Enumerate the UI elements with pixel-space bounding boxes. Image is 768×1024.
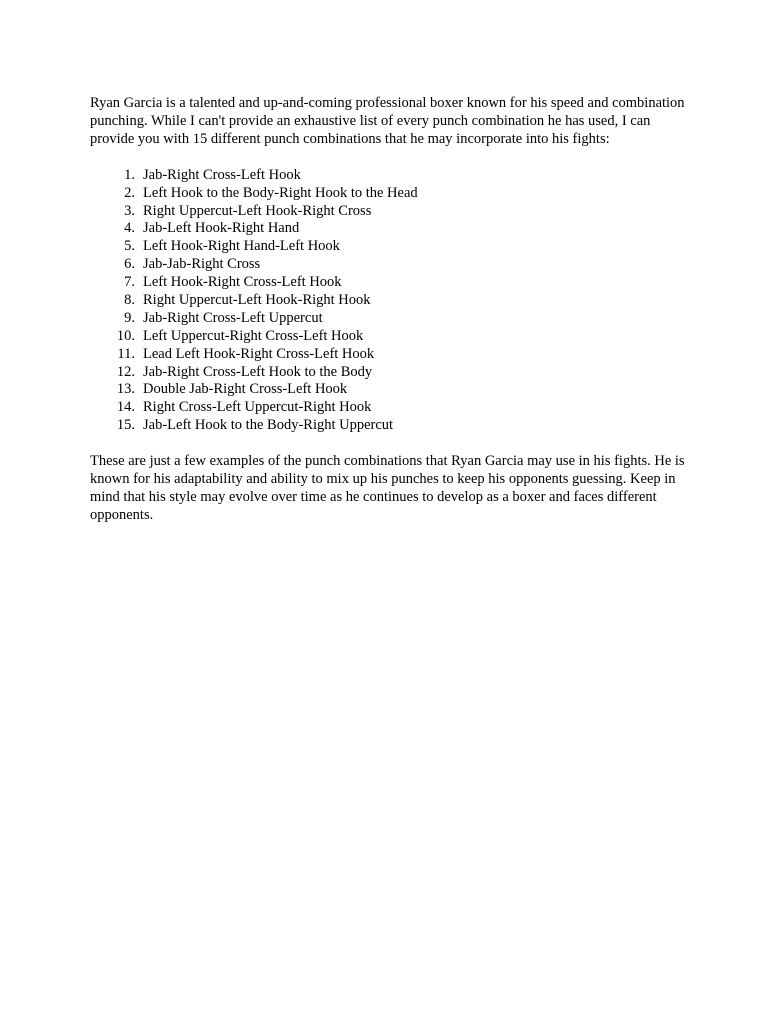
- list-item-number: 5.: [124, 238, 135, 255]
- list-item-number: 10.: [116, 327, 135, 344]
- list-item: [90, 167, 690, 185]
- list-item: [90, 220, 690, 238]
- list-item-text: Left Hook-Right Cross-Left Hook: [143, 274, 342, 291]
- list-item: [90, 417, 690, 435]
- list-item-number: 2.: [124, 184, 135, 201]
- list-item-text: Jab-Left Hook to the Body-Right Uppercut: [143, 417, 394, 434]
- list-item-text: Jab-Right Cross-Left Uppercut: [143, 309, 323, 326]
- list-item-number: 13.: [116, 381, 135, 398]
- list-item-number: 1.: [124, 166, 135, 183]
- list-item-text: Right Cross-Left Uppercut-Right Hook: [143, 399, 372, 416]
- list-item-number: 7.: [124, 274, 135, 291]
- intro-paragraph: Ryan Garcia is a talented and up-and-coming professional boxer known for his speed and combination punching. While I can't provide an exhaustive list of every punch combination he has used, I can provide you with 15 different punch combinations that he may incorporate into his fights:: [90, 95, 685, 147]
- list-item-number: 11.: [117, 345, 135, 362]
- list-item-text: Left Hook to the Body-Right Hook to the Head: [143, 184, 418, 201]
- list-item-number: 15.: [116, 417, 135, 434]
- conclusion-paragraph: These are just a few examples of the punch combinations that Ryan Garcia may use in his fights. He is known for his adaptability and ability to mix up his punches to keep his opponents guessing. Keep in mind that his style may evolve over time as he continues to develop as a boxer and faces different opponents.: [90, 453, 685, 523]
- list-item-number: 9.: [124, 309, 135, 326]
- list-item-text: Double Jab-Right Cross-Left Hook: [143, 381, 348, 398]
- list-item: [90, 256, 690, 274]
- list-item-text: Jab-Left Hook-Right Hand: [143, 220, 300, 237]
- list-item-text: Jab-Right Cross-Left Hook: [143, 166, 301, 183]
- list-item-text: Left Hook-Right Hand-Left Hook: [143, 238, 340, 255]
- list-item: [90, 310, 690, 328]
- document-page: [90, 95, 690, 525]
- list-item: [90, 364, 690, 382]
- list-item-text: Jab-Right Cross-Left Hook to the Body: [143, 363, 373, 380]
- list-item-text: Right Uppercut-Left Hook-Right Hook: [143, 291, 371, 308]
- list-item-number: 8.: [124, 291, 135, 308]
- list-item-number: 4.: [124, 220, 135, 237]
- list-item: [90, 346, 690, 364]
- list-item-text: Left Uppercut-Right Cross-Left Hook: [143, 327, 364, 344]
- list-item: [90, 399, 690, 417]
- list-item: [90, 185, 690, 203]
- list-item: [90, 238, 690, 256]
- list-item: [90, 328, 690, 346]
- list-item: [90, 381, 690, 399]
- list-item-number: 6.: [124, 256, 135, 273]
- list-item-text: Right Uppercut-Left Hook-Right Cross: [143, 202, 372, 219]
- list-item-number: 12.: [116, 363, 135, 380]
- list-item: [90, 292, 690, 310]
- list-item-number: 14.: [116, 399, 135, 416]
- list-item-number: 3.: [124, 202, 135, 219]
- list-item: [90, 203, 690, 221]
- list-item-text: Lead Left Hook-Right Cross-Left Hook: [143, 345, 375, 362]
- list-item: [90, 274, 690, 292]
- list-item-text: Jab-Jab-Right Cross: [143, 256, 261, 273]
- combination-list: [90, 167, 690, 435]
